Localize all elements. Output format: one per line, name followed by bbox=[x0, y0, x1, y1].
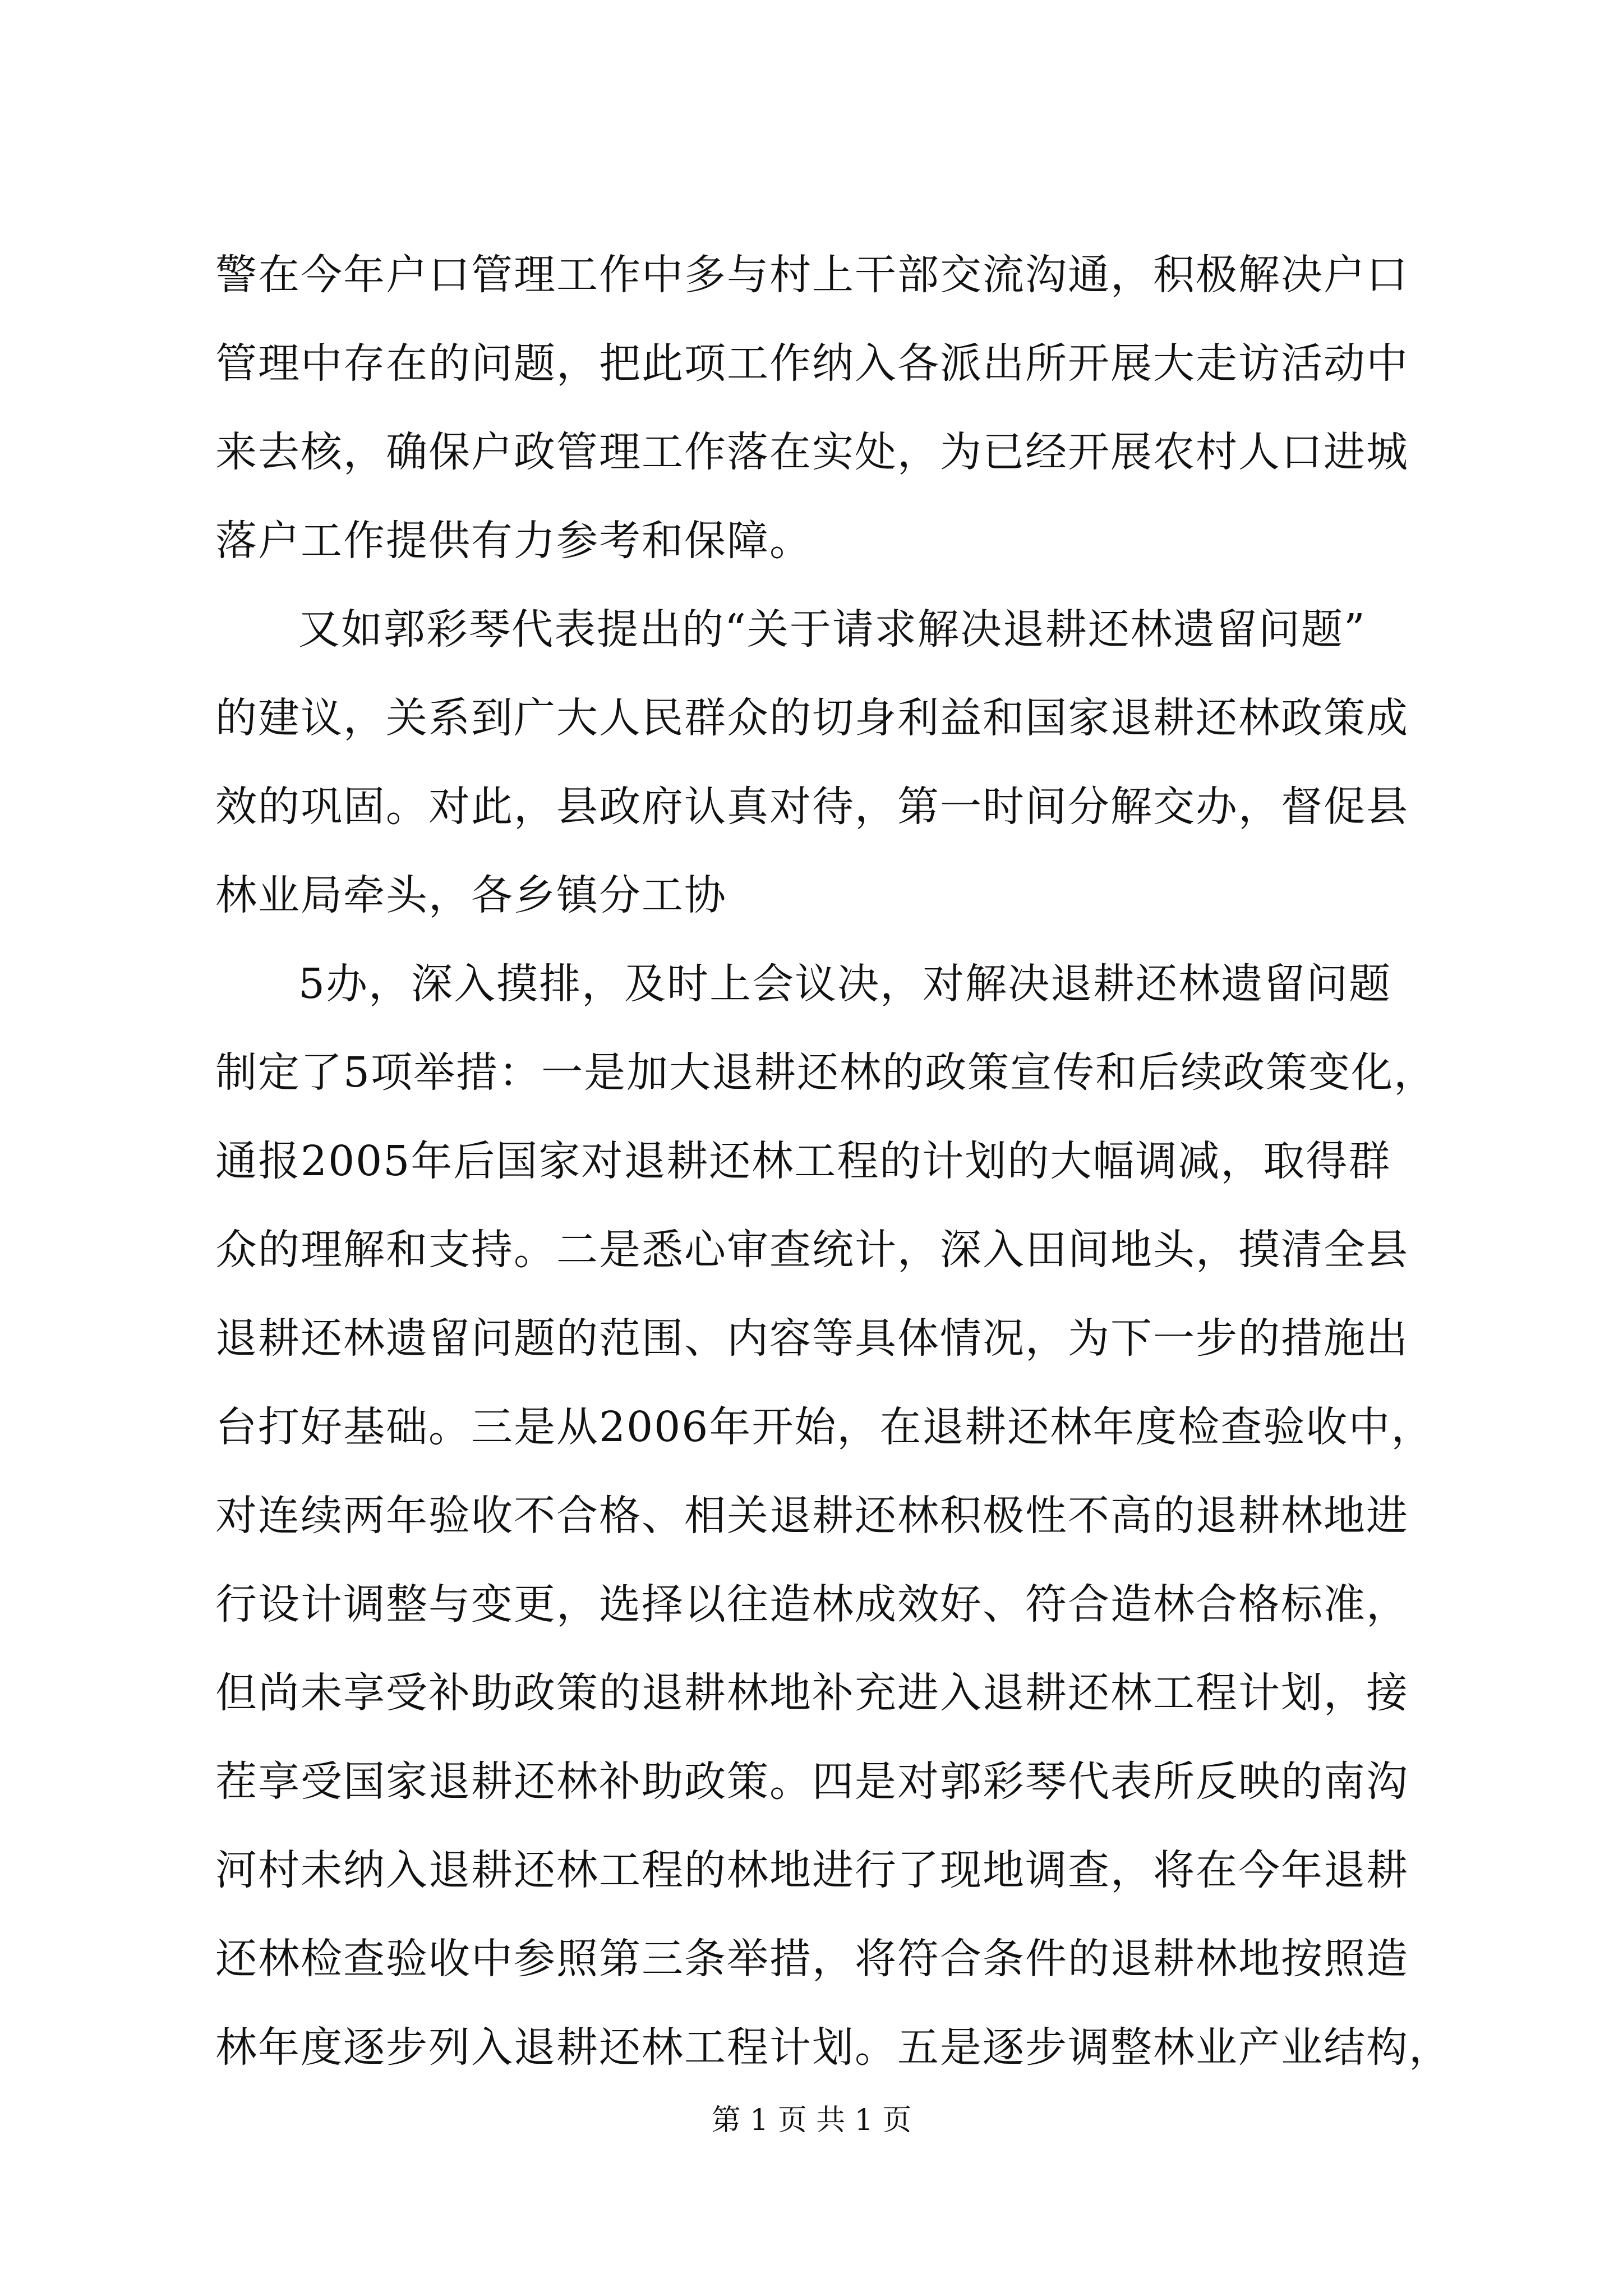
text-line: 来去核，确保户政管理工作落在实处，为已经开展农村人口进城 bbox=[215, 428, 1409, 476]
text-line: 林业局牵头，各乡镇分工协 bbox=[215, 871, 727, 919]
text-line: 河村未纳入退耕还林工程的林地进行了现地调查，将在今年退耕 bbox=[215, 1846, 1409, 1894]
text-line: 茬享受国家退耕还林补助政策。四是对郭彩琴代表所反映的南沟 bbox=[215, 1757, 1409, 1806]
page-number-footer: 第 1 页 共 1 页 bbox=[711, 2104, 912, 2137]
text-line: 还林检查验收中参照第三条举措，将符合条件的退耕林地按照造 bbox=[215, 1935, 1409, 1983]
paragraph-first-line: 5办，深入摸排，及时上会议决，对解决退耕还林遗留问题 bbox=[298, 960, 1392, 1008]
text-line: 警在今年户口管理工作中多与村上干部交流沟通，积极解决户口 bbox=[215, 251, 1409, 299]
text-line: 众的理解和支持。二是悉心审查统计，深入田间地头，摸清全县 bbox=[215, 1226, 1409, 1274]
text-line: 台打好基础。三是从2006年开始，在退耕还林年度检查验收中， bbox=[215, 1403, 1434, 1451]
text-line: 退耕还林遗留问题的范围、内容等具体情况，为下一步的措施出 bbox=[215, 1314, 1409, 1363]
text-line: 效的巩固。对此，县政府认真对待，第一时间分解交办，督促县 bbox=[215, 783, 1409, 831]
text-line: 行设计调整与变更，选择以往造林成效好、符合造林合格标准， bbox=[215, 1580, 1409, 1628]
text-line: 但尚未享受补助政策的退耕林地补充进入退耕还林工程计划，接 bbox=[215, 1669, 1409, 1717]
text-line: 落户工作提供有力参考和保障。 bbox=[215, 517, 812, 565]
text-line: 林年度逐步列入退耕还林工程计划。五是逐步调整林业产业结构， bbox=[215, 2023, 1451, 2072]
text-line: 管理中存在的问题，把此项工作纳入各派出所开展大走访活动中 bbox=[215, 339, 1409, 388]
text-line: 制定了5项举措：一是加大退耕还林的政策宣传和后续政策变化， bbox=[215, 1048, 1437, 1097]
text-line: 的建议，关系到广大人民群众的切身利益和国家退耕还林政策成 bbox=[215, 694, 1409, 742]
paragraph-first-line: 又如郭彩琴代表提出的“关于请求解决退耕还林遗留问题” bbox=[298, 605, 1366, 654]
text-line: 对连续两年验收不合格、相关退耕还林积极性不高的退耕林地进 bbox=[215, 1492, 1409, 1540]
text-line: 通报2005年后国家对退耕还林工程的计划的大幅调减，取得群 bbox=[215, 1137, 1391, 1185]
